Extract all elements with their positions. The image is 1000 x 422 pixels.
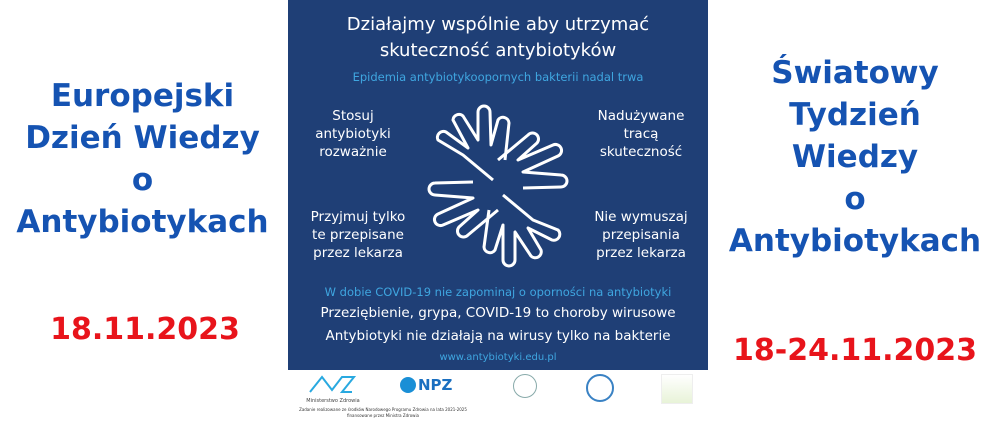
ministry-logo (303, 374, 363, 404)
institute-logo-icon (513, 374, 537, 398)
tip-line: antybiotyki (315, 126, 391, 142)
left-heading (0, 75, 285, 243)
tip-line: skuteczność (599, 144, 683, 160)
left-date: 18.11.2023 (50, 312, 240, 347)
tip-top-left (288, 107, 418, 161)
heading-line: Wiedzy (791, 139, 919, 175)
heading-line: Antybiotykach (16, 204, 269, 240)
message-line: Antybiotyki nie działają na wirusy tylko na bakterie (325, 328, 671, 344)
mz-logo-icon (308, 374, 358, 394)
tip-line: Nie wymuszaj (594, 209, 688, 225)
tip-line: przez lekarza (313, 245, 403, 261)
heading-line: Światowy (771, 55, 939, 91)
antibiotic-program-logo-icon (586, 374, 614, 402)
eaad-logo-icon (661, 374, 693, 404)
title-line: skuteczność antybiotyków (379, 40, 617, 61)
right-date: 18-24.11.2023 (733, 333, 977, 368)
tip-line: przez lekarza (596, 245, 686, 261)
npz-text: NPZ (418, 376, 453, 394)
heading-line: Tydzień (789, 97, 921, 133)
tip-line: Nadużywane (597, 108, 685, 124)
tip-line: Stosuj (332, 108, 374, 124)
tip-top-right (576, 107, 706, 161)
heading-line: o (844, 181, 866, 217)
poster-subtitle: Epidemia antybiotykoopornych bakterii nadal trwa (352, 70, 644, 84)
heading-line: o (131, 162, 154, 198)
website-link[interactable]: www.antybiotyki.edu.pl (439, 352, 557, 363)
tip-line: tracą (623, 126, 659, 142)
funding-note: Zadanie realizowane ze środków Narodowego Programu Zdrowia na lata 2021-2025 finansowane przez Ministra Zdrowia (299, 407, 467, 418)
tip-line: przepisania (602, 227, 680, 243)
ministry-name: Ministerstwo Zdrowia (306, 398, 360, 404)
covid-note: W dobie COVID-19 nie zapominaj o oporności na antybiotyki (324, 285, 672, 299)
npz-emblem-icon (400, 377, 416, 393)
heading-line: Europejski (50, 78, 235, 114)
tip-bottom-right (576, 208, 706, 262)
heading-line: Antybiotykach (728, 223, 982, 259)
poster (288, 0, 708, 370)
title-line: Działajmy wspólnie aby utrzymać (346, 14, 650, 35)
message-line: Przeziębienie, grypa, COVID-19 to choroby wirusowe (320, 305, 676, 321)
right-heading (710, 52, 1000, 262)
tip-line: rozważnie (319, 144, 387, 160)
tip-line: te przepisane (312, 227, 404, 243)
poster-title (288, 12, 708, 64)
tip-bottom-left (293, 208, 423, 262)
tip-line: Przyjmuj tylko (310, 209, 406, 225)
linked-hands-icon (423, 100, 573, 270)
npz-logo (400, 376, 452, 394)
heading-line: Dzień Wiedzy (25, 120, 260, 156)
logo-strip (288, 372, 708, 422)
